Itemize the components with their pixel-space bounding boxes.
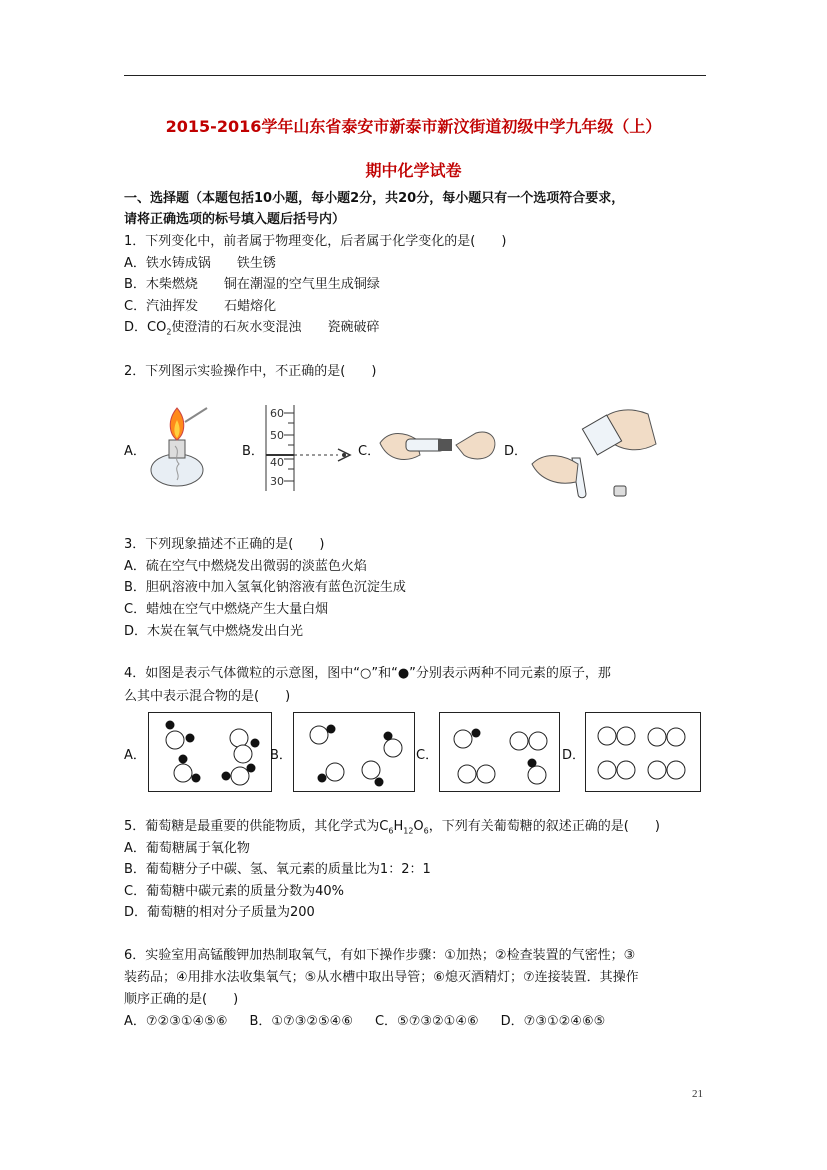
q5-stem: 5．葡萄糖是最重要的供能物质，其化学式为$C_6H_{12}O_6$，下列有关葡萄糖的叙述正确的是( ) — [124, 819, 660, 836]
q5-option-d: D．葡萄糖的相对分子质量为200 — [124, 905, 315, 920]
q6-stem-2: 装药品；④用排水法收集氧气；⑤从水槽中取出导管；⑥熄灭酒精灯；⑦连接装置．其操作 — [124, 970, 639, 985]
header-rule — [124, 75, 706, 76]
q1-stem: 1．下列变化中，前者属于物理变化，后者属于化学变化的是( ) — [124, 234, 507, 249]
alcohol-lamp-figure — [145, 400, 210, 495]
q3-option-b: B．胆矾溶液中加入氢氧化钠溶液有蓝色沉淀生成 — [124, 580, 406, 595]
cyl-tick-60: 60 — [270, 407, 284, 420]
q4-label-d: D． — [562, 748, 586, 763]
particle-box-c — [439, 712, 560, 792]
q6-option-a: A．⑦②③①④⑤⑥ — [124, 1014, 228, 1029]
cyl-tick-40: 40 — [270, 456, 284, 469]
q6-option-d: D．⑦③①②④⑥⑤ — [500, 1014, 606, 1029]
q1-option-a: A．铁水铸成锅 铁生锈 — [124, 256, 276, 271]
q2-label-a: A． — [124, 444, 146, 459]
q5-option-c: C．葡萄糖中碳元素的质量分数为40% — [124, 884, 344, 899]
q6-option-c: C．⑤⑦③②①④⑥ — [374, 1014, 479, 1029]
exam-title-line2: 期中化学试卷 — [365, 161, 462, 180]
particle-box-a — [148, 712, 272, 792]
q4-stem-2: 么其中表示混合物的是( ) — [124, 689, 291, 704]
cyl-tick-30: 30 — [270, 475, 284, 488]
q4-label-a: A． — [124, 748, 146, 763]
q3-stem: 3．下列现象描述不正确的是( ) — [124, 537, 325, 552]
q2-stem: 2．下列图示实验操作中，不正确的是( ) — [124, 364, 377, 379]
q2-label-b: B． — [242, 444, 264, 459]
page-number: 21 — [692, 1088, 703, 1100]
q3-option-a: A．硫在空气中燃烧发出微弱的淡蓝色火焰 — [124, 559, 367, 574]
exam-title-line1: 2015-2016学年山东省泰安市新泰市新汶街道初级中学九年级（上） — [165, 117, 662, 136]
q6-stem-3: 顺序正确的是( ) — [124, 992, 239, 1007]
particle-box-d — [585, 712, 701, 792]
q5-option-a: A．葡萄糖属于氧化物 — [124, 841, 250, 856]
q4-label-b: B． — [270, 748, 292, 763]
q6-stem-1: 6．实验室用高锰酸钾加热制取氧气，有如下操作步骤：①加热；②检查装置的气密性；③ — [124, 948, 636, 963]
q6-option-b: B．①⑦③②⑤④⑥ — [249, 1014, 353, 1029]
q4-stem-1: 4．如图是表示气体微粒的示意图，图中“○”和“●”分别表示两种不同元素的原子，那 — [124, 666, 611, 681]
q3-option-d: D．木炭在氧气中燃烧发出白光 — [124, 624, 304, 639]
q3-option-c: C．蜡烛在空气中燃烧产生大量白烟 — [124, 602, 329, 617]
particle-box-b — [293, 712, 415, 792]
q2-label-c: C． — [358, 444, 381, 459]
cyl-tick-50: 50 — [270, 429, 284, 442]
q1-option-d: D．$CO_2$使澄清的石灰水变混浊 瓷碗破碎 — [124, 320, 380, 337]
section-heading-1: 一、选择题（本题包括10小题，每小题2分，共20分，每小题只有一个选项符合要求， — [124, 191, 625, 206]
q1-option-c: C．汽油挥发 石蜡熔化 — [124, 299, 277, 314]
section-heading-2: 请将正确选项的标号填入题后括号内） — [124, 212, 346, 227]
q2-label-d: D． — [504, 444, 528, 459]
pouring-liquid-figure — [528, 404, 663, 500]
graduated-cylinder-figure — [258, 403, 358, 493]
test-tube-stopper-figure — [376, 415, 501, 475]
q6-options — [124, 1013, 605, 1031]
q1-option-b: B．木柴燃烧 铜在潮湿的空气里生成铜绿 — [124, 277, 380, 292]
q5-option-b: B．葡萄糖分子中碳、氢、氧元素的质量比为1：2：1 — [124, 862, 431, 877]
q4-label-c: C． — [416, 748, 439, 763]
